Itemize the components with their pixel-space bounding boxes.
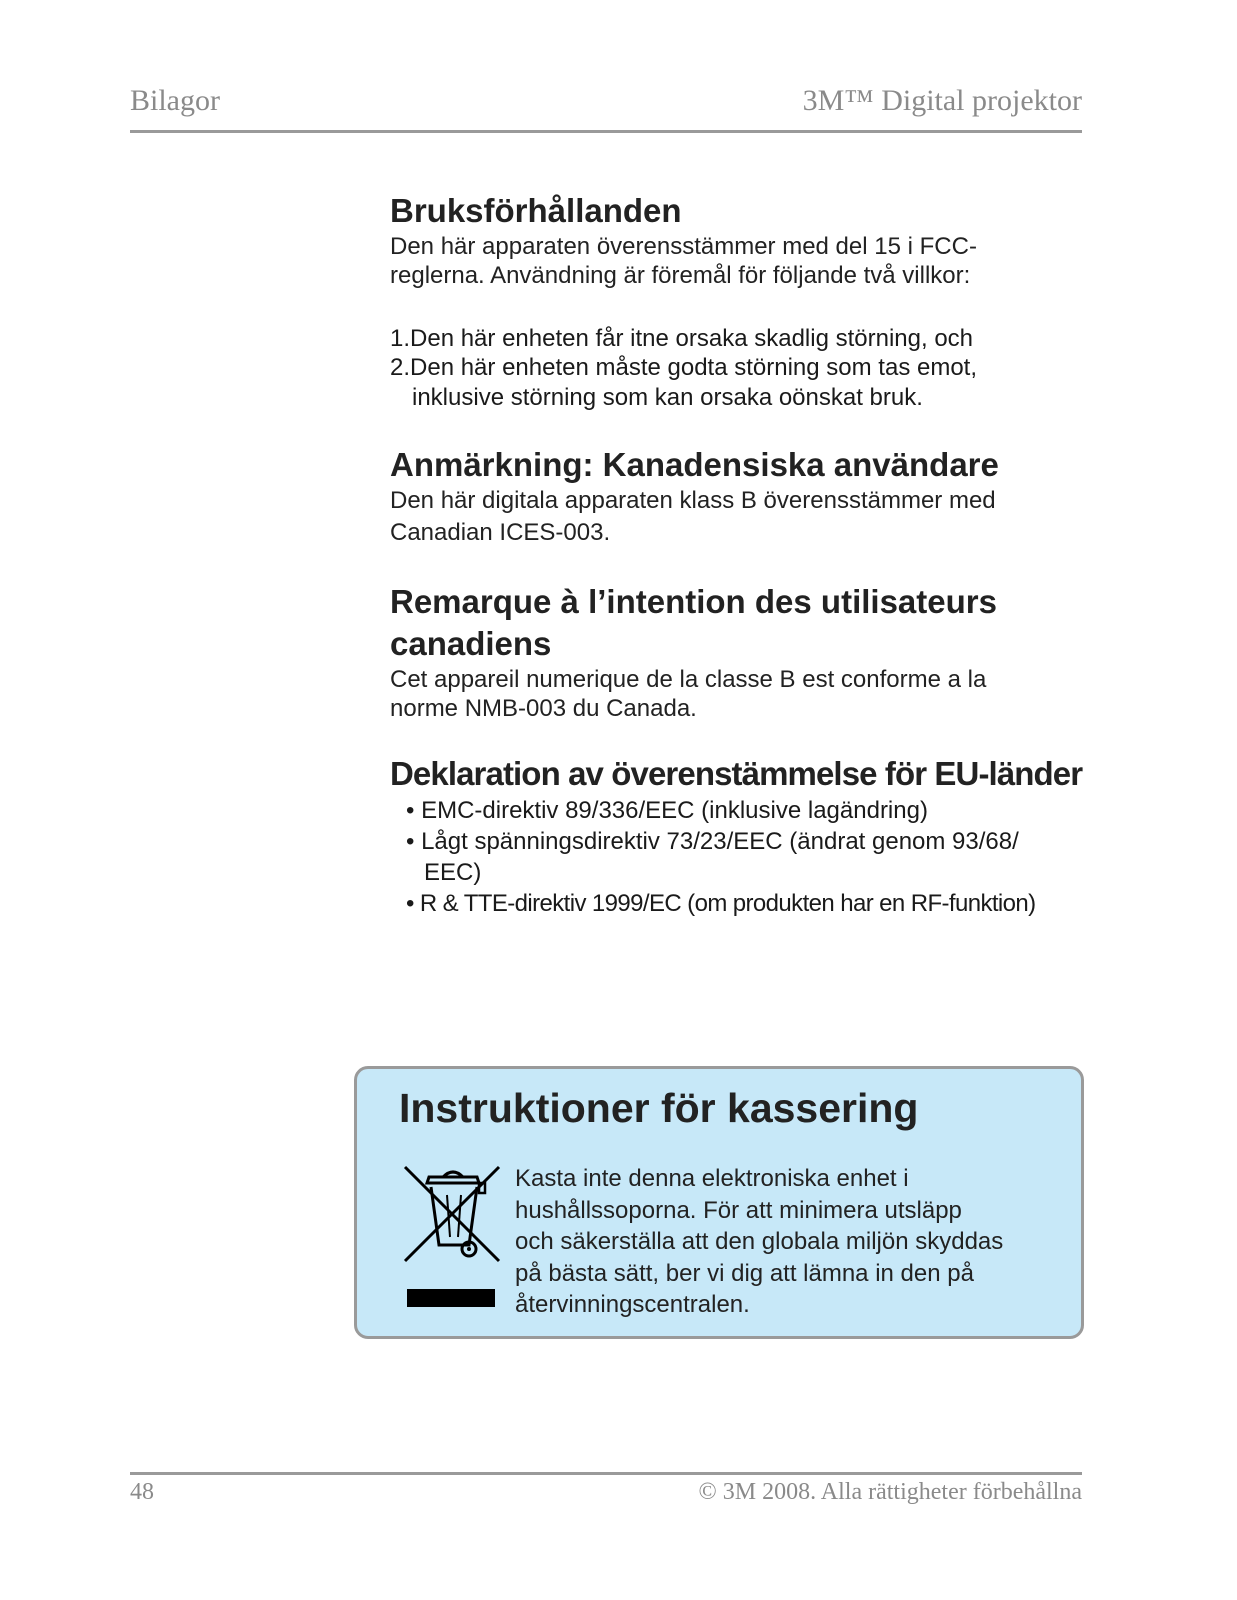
paragraph-line: Cet appareil numerique de la classe B est conforme a la xyxy=(390,666,987,693)
section-title: Bruksförhållanden xyxy=(390,192,682,229)
section-title-continuation: canadiens xyxy=(390,625,552,662)
disposal-line: hushållssoporna. För att minimera utsläpp xyxy=(515,1196,962,1224)
section-usage xyxy=(390,190,1110,414)
section-canada xyxy=(390,444,1110,551)
disposal-line: återvinningscentralen. xyxy=(515,1291,750,1318)
disposal-line: på bästa sätt, ber vi dig att lämna in den på xyxy=(515,1259,974,1287)
directives-list xyxy=(406,795,1110,919)
disposal-line: Kasta inte denna elektroniska enhet i xyxy=(515,1165,909,1192)
page-footer xyxy=(130,1472,1082,1505)
list-item-continuation: inklusive störning som kan orsaka oönskat bruk. xyxy=(412,384,923,411)
list-item-continuation: EEC) xyxy=(424,859,482,886)
disposal-title: Instruktioner för kassering xyxy=(399,1085,919,1131)
section-title: Anmärkning: Kanadensiska användare xyxy=(390,446,999,483)
section-title: Deklaration av överenstämmelse för EU-länder xyxy=(390,755,1083,792)
paragraph-line: Den här digitala apparaten klass B överensstämmer med xyxy=(390,487,996,514)
disposal-box xyxy=(354,1066,1084,1339)
page-number: 48 xyxy=(130,1479,154,1505)
disposal-text xyxy=(515,1163,1075,1321)
copyright-notice: © 3M 2008. Alla rättigheter förbehållna xyxy=(698,1479,1082,1505)
list-item: 2.Den här enheten måste godta störning som tas emot, xyxy=(390,354,978,381)
paragraph-line: norme NMB-003 du Canada. xyxy=(390,695,697,722)
list-item: • EMC-direktiv 89/336/EEC (inklusive lagändring) xyxy=(406,797,928,824)
paragraph-line: Canadian ICES-003. xyxy=(390,519,611,546)
header-product-title: 3M™ Digital projektor xyxy=(802,84,1082,117)
list-item: • R & TTE-direktiv 1999/EC (om produkten har en RF-funktion) xyxy=(406,890,1036,917)
conditions-list xyxy=(390,324,1110,414)
section-eu xyxy=(390,753,1110,919)
section-title: Remarque à l’intention des utilisateurs xyxy=(390,583,997,620)
disposal-line: och säkerställa att den globala miljön skyddas xyxy=(515,1228,1004,1255)
header-section-title: Bilagor xyxy=(130,84,220,117)
main-content xyxy=(390,190,1110,949)
crossed-out-wheelie-bin-icon xyxy=(403,1165,503,1315)
paragraph-line: reglerna. Användning är föremål för följande två villkor: xyxy=(390,262,971,289)
list-item: • Lågt spänningsdirektiv 73/23/EEC (ändrat genom 93/68/ xyxy=(406,828,1019,855)
list-item: 1.Den här enheten får itne orsaka skadlig störning, och xyxy=(390,325,974,352)
paragraph-line: Den här apparaten överensstämmer med del 15 i FCC- xyxy=(390,233,977,260)
section-canada-fr xyxy=(390,581,1110,723)
page-header xyxy=(130,84,1082,133)
